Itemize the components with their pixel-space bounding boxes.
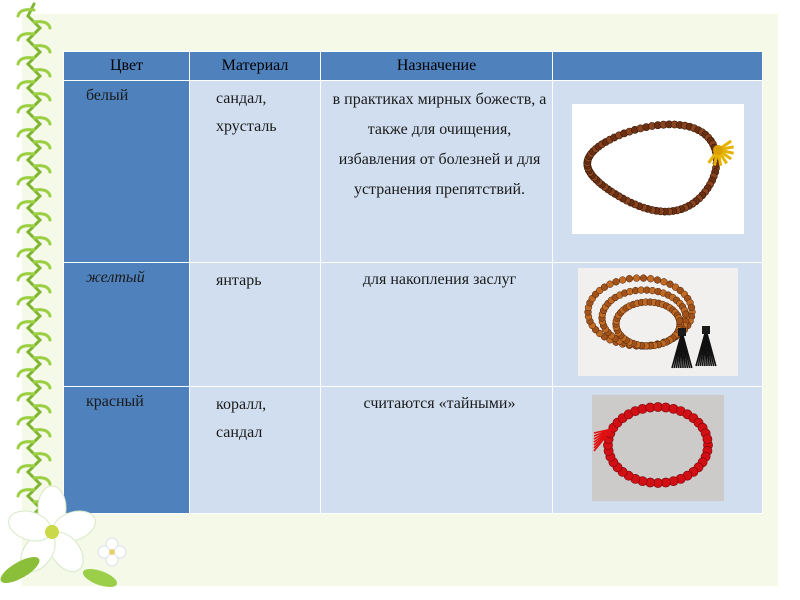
table-row (64, 387, 763, 514)
header-purpose: Назначение (321, 52, 553, 81)
header-color: Цвет (64, 52, 190, 81)
table-row (64, 263, 763, 387)
cell-material: янтарь (190, 263, 321, 387)
cell-color: красный (64, 387, 190, 514)
red-coral-beads-icon (592, 395, 724, 501)
header-image (553, 52, 763, 81)
brown-beads-yellow-tassel-icon (572, 104, 744, 234)
cell-material: коралл, сандал (190, 387, 321, 514)
header-material: Материал (190, 52, 321, 81)
cell-color: белый (64, 81, 190, 263)
table-row (64, 81, 763, 263)
cell-color: желтый (64, 263, 190, 387)
cell-material: сандал, хрусталь (190, 81, 321, 263)
cell-image (553, 263, 763, 387)
cell-image (553, 387, 763, 514)
amber-beads-black-tassel-icon (578, 268, 738, 376)
flower-decoration (0, 470, 140, 600)
table-header-row (64, 52, 763, 81)
cell-purpose: считаются «тайными» (321, 387, 553, 514)
cell-purpose: в практиках мирных божеств, а также для очищения, избавления от болезней и для устранения препятствий. (321, 81, 553, 263)
rosary-table (63, 51, 762, 512)
cell-purpose: для накопления заслуг (321, 263, 553, 387)
cell-image (553, 81, 763, 263)
